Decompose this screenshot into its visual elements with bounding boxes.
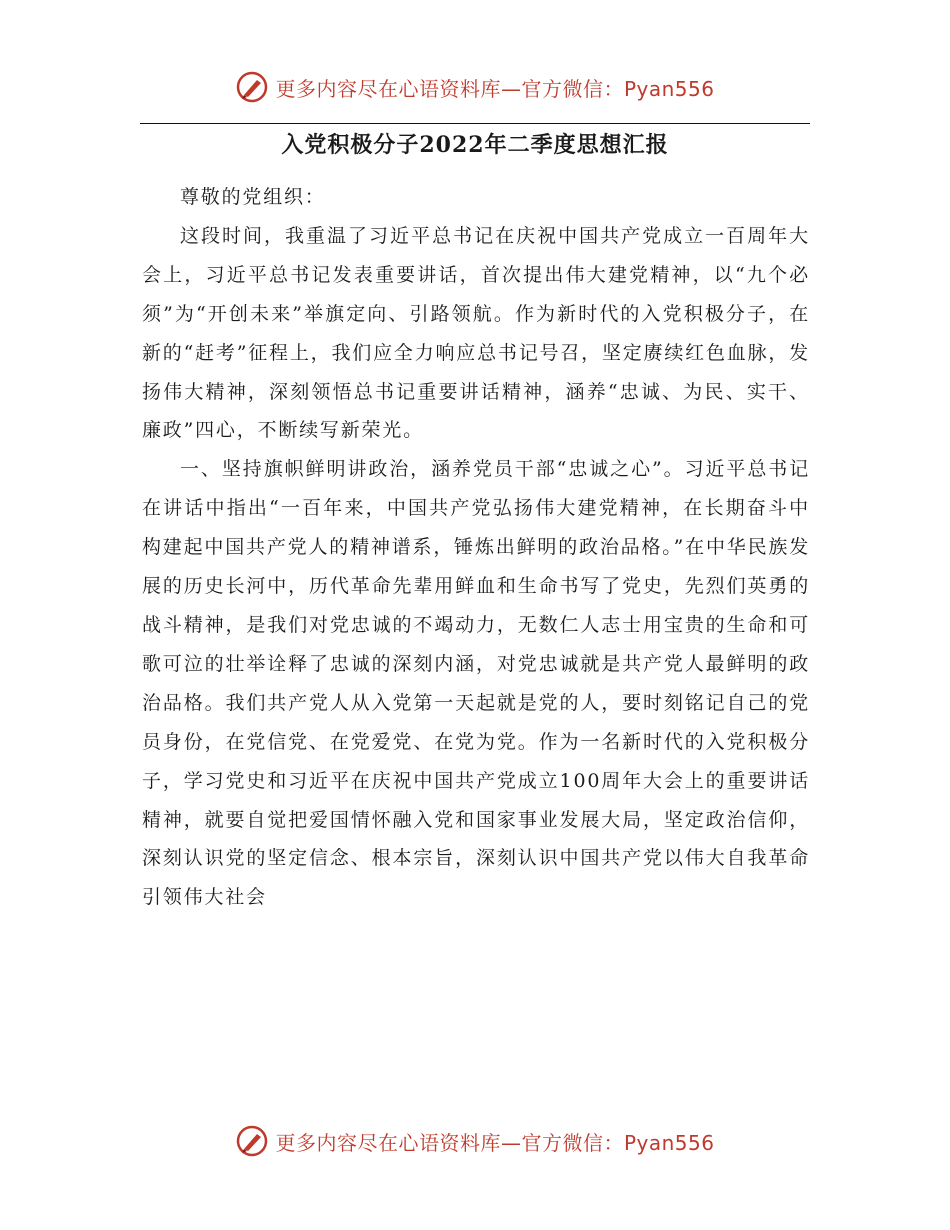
watermark-text: 更多内容尽在心语资料库—官方微信：Pyan556 xyxy=(275,76,715,101)
paragraph-1: 这段时间，我重温了习近平总书记在庆祝中国共产党成立一百周年大会上，习近平总书记发表重要讲话，首次提出伟大建党精神，以“九个必须”为“开创未来”举旗定向、引路领航。作为新时代的入党积极分子，在新的“赶考”征程上，我们应全力响应总书记号召，坚定赓续红色血脉，发扬伟大精神，深刻领悟总书记重要讲话精神，涵养“忠诚、为民、实干、廉政”四心，不断续写新荣光。 xyxy=(142,224,810,442)
salutation: 尊敬的党组织： xyxy=(180,186,326,208)
pen-logo-icon xyxy=(235,70,269,104)
document-body xyxy=(142,178,810,917)
watermark-footer xyxy=(0,1124,950,1158)
pen-logo-icon xyxy=(235,1124,269,1158)
header-rule xyxy=(140,123,810,124)
document-title: 入党积极分子2022年二季度思想汇报 xyxy=(281,132,669,158)
watermark-text: 更多内容尽在心语资料库—官方微信：Pyan556 xyxy=(275,1130,715,1155)
watermark-header xyxy=(0,70,950,104)
paragraph-2: 一、坚持旗帜鲜明讲政治，涵养党员干部“忠诚之心”。习近平总书记在讲话中指出“一百年来，中国共产党弘扬伟大建党精神，在长期奋斗中构建起中国共产党人的精神谱系，锤炼出鲜明的政治品格。”在中华民族发展的历史长河中，历代革命先辈用鲜血和生命书写了党史，先烈们英勇的战斗精神，是我们对党忠诚的不竭动力，无数仁人志士用宝贵的生命和可歌可泣的壮举诠释了忠诚的深刻内涵，对党忠诚就是共产党人最鲜明的政治品格。我们共产党人从入党第一天起就是党的人，要时刻铭记自己的党员身份，在党信党、在党爱党、在党为党。作为一名新时代的入党积极分子，学习党史和习近平在庆祝中国共产党成立100周年大会上的重要讲话精神，就要自觉把爱国情怀融入党和国家事业发展大局，坚定政治信仰，深刻认识党的坚定信念、根本宗旨，深刻认识中国共产党以伟大自我革命引领伟大社会 xyxy=(142,458,810,909)
